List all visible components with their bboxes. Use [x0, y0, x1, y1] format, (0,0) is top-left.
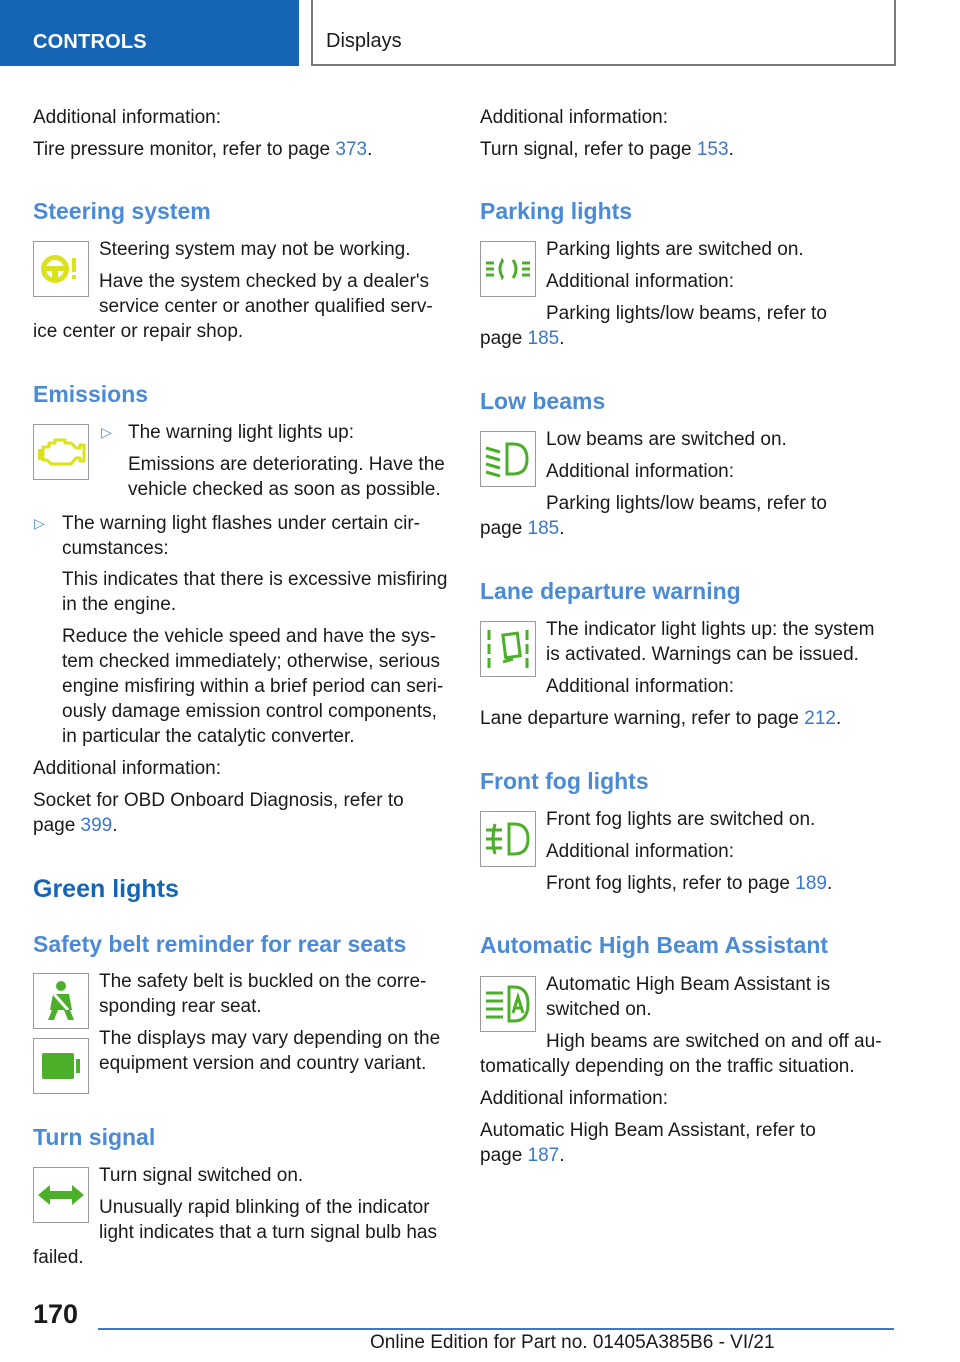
emissions-heading: Emissions	[33, 381, 149, 407]
page-link-187[interactable]: 187	[527, 1145, 560, 1166]
obd-reference: page 399.	[33, 815, 118, 836]
footer-divider	[98, 1328, 894, 1330]
tire-additional-info: Additional information:	[33, 107, 221, 128]
page-link-185[interactable]: 185	[527, 328, 560, 349]
low-beams-reference: page 185.	[480, 518, 565, 539]
lane-departure-heading: Lane departure warning	[480, 578, 741, 604]
section-tab	[0, 0, 299, 66]
rear-seat-display-icon	[33, 1038, 89, 1094]
front-fog-lights-heading: Front fog lights	[480, 768, 649, 794]
low-beams-heading: Low beams	[480, 388, 606, 414]
bullet-triangle-icon: ▷	[34, 515, 45, 531]
green-lights-heading: Green lights	[33, 875, 179, 903]
lane-reference: Lane departure warning, refer to page 212.	[480, 708, 842, 729]
bullet-triangle-icon: ▷	[101, 424, 112, 440]
engine-check-icon	[33, 424, 89, 480]
parking-lights-icon	[480, 241, 536, 297]
page-number: 170	[33, 1299, 79, 1329]
chapter-label: Displays	[326, 30, 402, 52]
page-link-399[interactable]: 399	[80, 815, 113, 836]
parking-lights-heading: Parking lights	[480, 198, 633, 224]
lane-departure-icon	[480, 621, 536, 677]
high-beam-assistant-heading: Automatic High Beam Assistant	[480, 932, 829, 958]
chapter-tab	[311, 0, 896, 66]
page-link-153[interactable]: 153	[696, 139, 729, 160]
tire-reference: Tire pressure monitor, refer to page 373.	[33, 139, 373, 160]
safety-belt-heading: Safety belt reminder for rear seats	[33, 931, 407, 957]
front-fog-lights-icon	[480, 811, 536, 867]
turn-signal-heading: Turn signal	[33, 1124, 156, 1150]
seatbelt-icon	[33, 973, 89, 1029]
page-link-189[interactable]: 189	[795, 873, 827, 894]
turn-signal-icon	[33, 1167, 89, 1223]
parking-reference: page 185.	[480, 328, 565, 349]
section-label: CONTROLS	[33, 31, 147, 53]
steering-warning-icon	[33, 241, 89, 297]
fog-reference: Front fog lights, refer to page 189.	[546, 873, 833, 894]
high-beam-assistant-icon	[480, 976, 536, 1032]
page-link-373[interactable]: 373	[335, 139, 368, 160]
high-beam-reference: page 187.	[480, 1145, 565, 1166]
steering-system-heading: Steering system	[33, 198, 211, 224]
page-link-185[interactable]: 185	[527, 518, 560, 539]
edition-note: Online Edition for Part no. 01405A385B6 - VI/21	[370, 1332, 775, 1353]
turn-signal-reference: Turn signal, refer to page 153.	[480, 139, 734, 160]
low-beams-icon	[480, 431, 536, 487]
page-link-212[interactable]: 212	[804, 708, 836, 729]
